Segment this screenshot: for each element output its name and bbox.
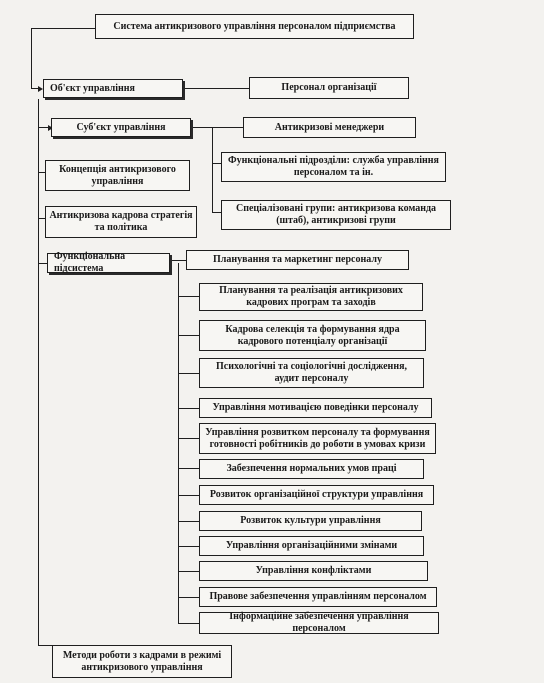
- connector-fn-5: [178, 438, 199, 439]
- methods-box: Методи роботи з кадрами в режимі антикризового управління: [52, 645, 232, 678]
- connector-fn-3: [178, 373, 199, 374]
- subject-box: Суб'єкт управління: [51, 118, 191, 137]
- connector-to-concept: [38, 172, 45, 173]
- connector-to-groups: [212, 212, 221, 213]
- function-box: Управління організаційними змінами: [199, 536, 424, 556]
- connector-to-departments: [212, 163, 221, 164]
- connector-fn-2: [178, 335, 199, 336]
- connector-secondary-trunk: [38, 99, 39, 645]
- strategy-box: Антикризова кадрова стратегія та політика: [45, 206, 197, 238]
- connector-main-trunk: [31, 28, 32, 88]
- concept-box: Концепція антикризового управління: [45, 160, 190, 191]
- function-box: Правове забезпечення управлінням персоналом: [199, 587, 437, 607]
- function-box: Розвиток культури управління: [199, 511, 422, 531]
- connector-fn-9: [178, 546, 199, 547]
- connector-fn-4: [178, 408, 199, 409]
- function-box: Управління мотивацією поведінки персоналу: [199, 398, 432, 418]
- connector-to-methods: [38, 645, 52, 646]
- departments-box: Функціональні підрозділи: служба управління персоналом та ін.: [221, 152, 446, 182]
- connector-subject-managers: [191, 127, 243, 128]
- function-box: Інформаційне забезпечення управління персоналом: [199, 612, 439, 634]
- connector-functions-trunk: [178, 263, 179, 623]
- connector-fn-8: [178, 521, 199, 522]
- function-box: Планування та маркетинг персоналу: [186, 250, 409, 270]
- connector-fn-12: [178, 623, 199, 624]
- connector-fn-10: [178, 571, 199, 572]
- connector-to-strategy: [38, 218, 45, 219]
- connector-fn-11: [178, 597, 199, 598]
- groups-box: Спеціалізовані групи: антикризова команда (штаб), антикризові групи: [221, 200, 451, 230]
- function-box: Управління конфліктами: [199, 561, 428, 581]
- managers-box: Антикризові менеджери: [243, 117, 416, 138]
- function-box: Планування та реалізація антикризових кадрових програм та заходів: [199, 283, 423, 311]
- connector-to-functional: [38, 263, 47, 264]
- connector-fn-6: [178, 468, 199, 469]
- function-box: Психологічні та соціологічні дослідження, аудит персоналу: [199, 358, 424, 388]
- root-box: Система антикризового управління персоналом підприємства: [95, 14, 414, 39]
- object-box: Об'єкт управління: [43, 79, 183, 98]
- connector-subject-right-vertical: [212, 127, 213, 213]
- connector-root-left: [31, 28, 95, 29]
- functional-subsystem-box: Функціональна підсистема: [47, 253, 170, 273]
- connector-fn-7: [178, 495, 199, 496]
- function-box: Кадрова селекція та формування ядра кадрового потенціалу організації: [199, 320, 426, 351]
- connector-fn-1: [178, 296, 199, 297]
- function-box: Забезпечення нормальних умов праці: [199, 459, 424, 479]
- personnel-box: Персонал організації: [249, 77, 409, 99]
- function-box: Розвиток організаційної структури управління: [199, 485, 434, 505]
- connector-object-personnel: [183, 88, 249, 89]
- function-box: Управління розвитком персоналу та формування готовності робітників до роботи в умовах кризи: [199, 423, 436, 454]
- connector-functional-planning: [170, 260, 186, 261]
